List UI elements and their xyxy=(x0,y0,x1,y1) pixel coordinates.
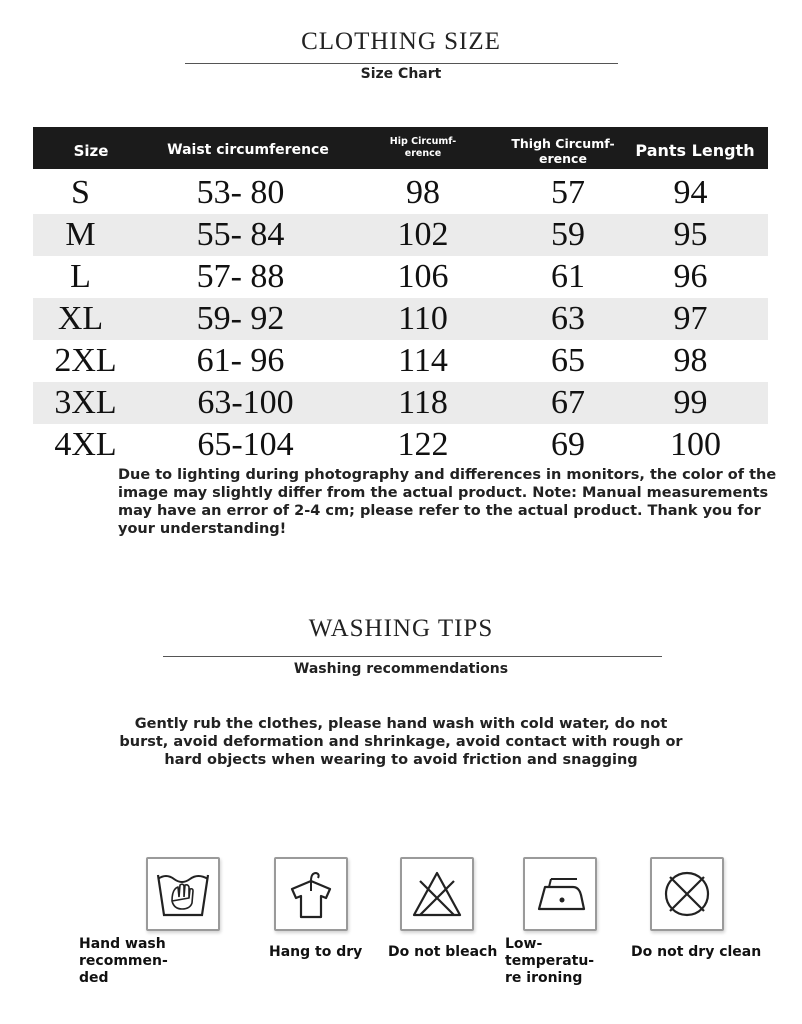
cell-size: S xyxy=(71,174,90,211)
header-thigh-line1: Thigh Circumf- xyxy=(511,136,615,151)
cell-length: 96 xyxy=(673,258,708,295)
washing-section-rule xyxy=(163,656,662,657)
hang-dry-icon xyxy=(274,857,348,931)
cell-size: 2XL xyxy=(54,342,117,379)
cell-waist: 55- 84 xyxy=(196,216,285,253)
care-label-no-dry-clean: Do not dry clean xyxy=(631,944,762,960)
size-section-rule xyxy=(185,63,618,64)
care-label-low-temp-iron: Low-temperatu- re ironing xyxy=(505,936,595,986)
table-row xyxy=(33,172,768,214)
cell-hip: 118 xyxy=(398,384,448,421)
cell-waist: 65-104 xyxy=(197,426,294,463)
no-dry-clean-icon xyxy=(650,857,724,931)
cell-hip: 122 xyxy=(397,426,449,463)
cell-thigh: 67 xyxy=(551,384,585,421)
cell-hip: 102 xyxy=(397,216,449,253)
hand-wash-icon xyxy=(146,857,220,931)
cell-waist: 57- 88 xyxy=(196,258,285,295)
cell-size: 3XL xyxy=(54,384,117,421)
cell-waist: 63-100 xyxy=(197,384,294,421)
cell-size: XL xyxy=(57,300,104,337)
header-size: Size xyxy=(73,142,109,160)
washing-section-title: WASHING TIPS xyxy=(308,615,494,642)
care-label-hang-dry: Hang to dry xyxy=(269,944,363,960)
cell-size: 4XL xyxy=(54,426,117,463)
cell-size: L xyxy=(70,258,91,295)
header-length: Pants Length xyxy=(635,140,755,160)
cell-thigh: 61 xyxy=(551,258,585,295)
header-waist: Waist circumference xyxy=(167,142,329,158)
header-hip xyxy=(378,127,468,169)
cell-hip: 114 xyxy=(398,342,448,379)
cell-thigh: 65 xyxy=(551,342,585,379)
size-section-subtitle: Size Chart xyxy=(360,66,442,82)
header-thigh xyxy=(503,127,623,169)
cell-hip: 106 xyxy=(397,258,449,295)
header-hip-line1: Hip Circumf- xyxy=(389,136,457,147)
cell-thigh: 57 xyxy=(551,174,585,211)
table-row xyxy=(33,424,768,466)
cell-waist: 61- 96 xyxy=(196,342,285,379)
table-row xyxy=(33,214,768,256)
size-section-title: CLOTHING SIZE xyxy=(301,28,501,55)
table-row xyxy=(33,382,768,424)
cell-waist: 59- 92 xyxy=(196,300,285,337)
cell-size: M xyxy=(65,216,96,253)
disclaimer-text: Due to lighting during photography and differences in monitors, the color of the image may slightly differ from the actual product. Note: Manual measurements may have an error of 2-4 cm; please refer to the actual product. Thank you for your understanding! xyxy=(118,467,777,537)
care-label-hand-wash: Hand wash recommen- ded xyxy=(79,936,168,986)
cell-length: 100 xyxy=(670,426,721,463)
header-hip-line2: erence xyxy=(404,148,442,159)
washing-instructions: Gently rub the clothes, please hand wash with cold water, do not burst, avoid deformation and shrinkage, avoid contact with rough or hard objects when wearing to avoid friction and snagging xyxy=(119,716,683,768)
no-bleach-icon xyxy=(400,857,474,931)
cell-length: 95 xyxy=(673,216,708,253)
size-table-header xyxy=(33,127,768,169)
cell-length: 97 xyxy=(673,300,708,337)
cell-waist: 53- 80 xyxy=(196,174,285,211)
table-row xyxy=(33,298,768,340)
care-label-no-bleach: Do not bleach xyxy=(388,944,498,960)
cell-length: 94 xyxy=(673,174,708,211)
cell-hip: 98 xyxy=(406,174,440,211)
washing-section-subtitle: Washing recommendations xyxy=(293,661,509,677)
table-row xyxy=(33,256,768,298)
cell-hip: 110 xyxy=(398,300,448,337)
header-thigh-line2: erence xyxy=(539,151,587,166)
table-row xyxy=(33,340,768,382)
cell-thigh: 59 xyxy=(551,216,585,253)
cell-thigh: 63 xyxy=(551,300,585,337)
cell-length: 98 xyxy=(673,342,708,379)
cell-length: 99 xyxy=(673,384,708,421)
cell-thigh: 69 xyxy=(551,426,585,463)
low-temp-iron-icon xyxy=(523,857,597,931)
